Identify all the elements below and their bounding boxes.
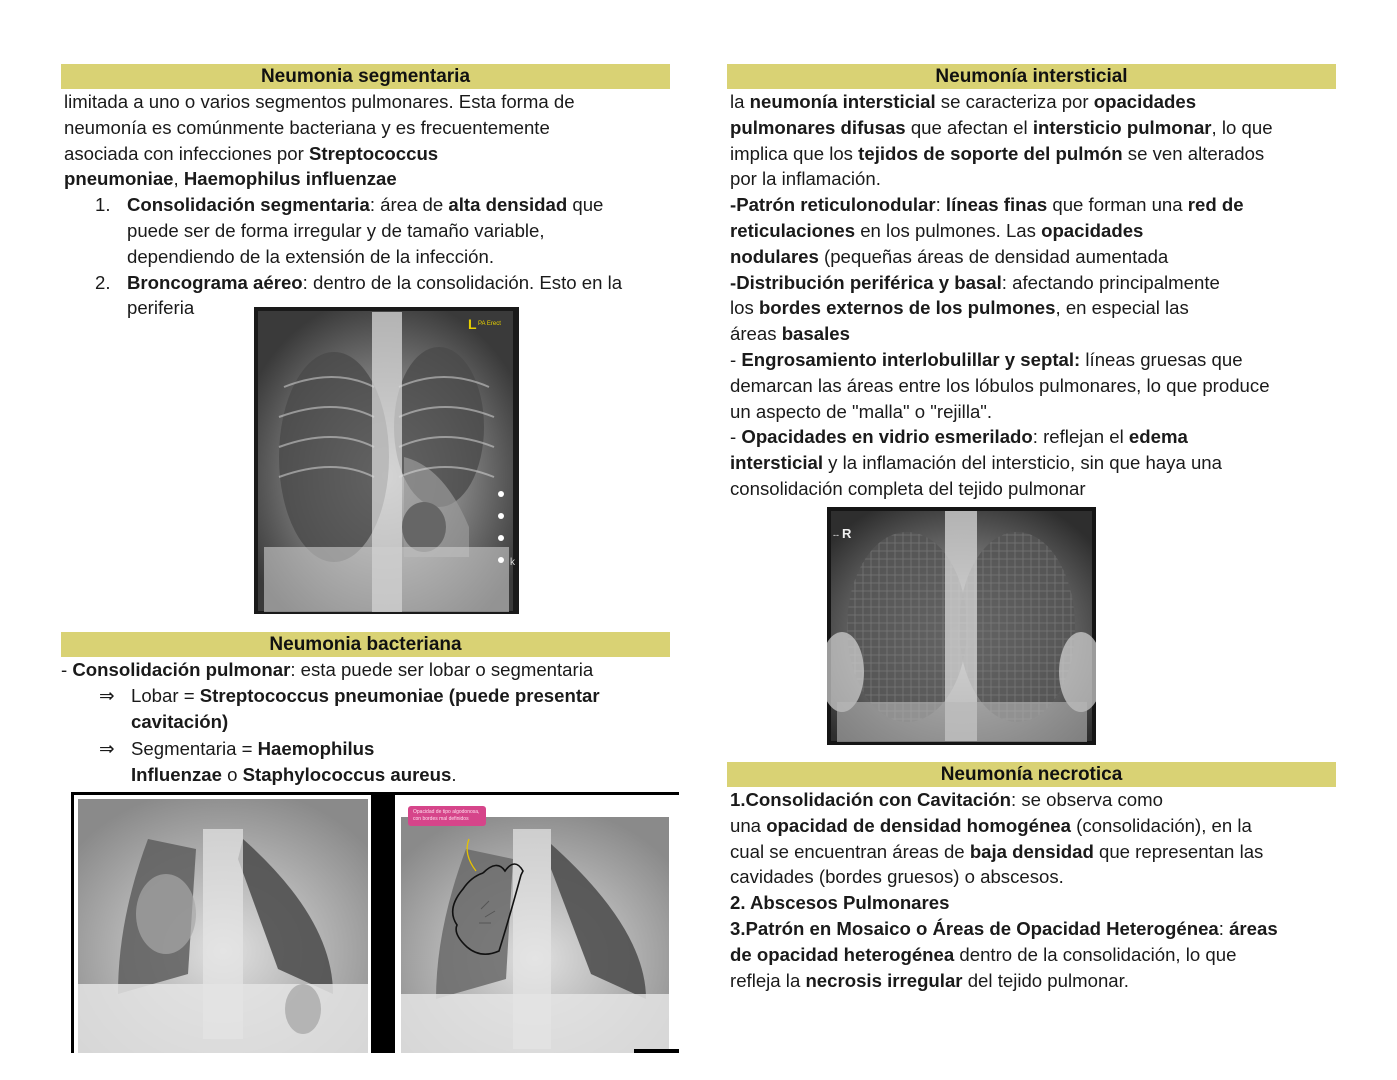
numbered-item: 2. Broncograma aéreo: dentro de la consolidación. Esto en la periferia: [95, 271, 623, 319]
paragraph-line: asociada con infecciones por Streptococcus: [64, 142, 439, 164]
paragraph-line: los bordes externos de los pulmones, en especial las: [730, 297, 1189, 319]
paragraph-line: 3.Patrón en Mosaico o Áreas de Opacidad Heterogénea: áreas: [730, 917, 1278, 939]
svg-text:PA Erect: PA Erect: [478, 321, 501, 327]
paragraph-line: una opacidad de densidad homogénea (consolidación), en la: [730, 814, 1252, 836]
xray-image-segmentaria: [254, 307, 519, 614]
paragraph-line: - Consolidación pulmonar: esta puede ser lobar o segmentaria: [61, 659, 594, 680]
paragraph-line: -Patrón reticulonodular: líneas finas que forman una red de: [730, 194, 1244, 216]
paragraph-line: pneumoniae, Haemophilus influenzae: [64, 168, 397, 190]
paragraph-line: un aspecto de "malla" o "rejilla".: [730, 400, 993, 422]
xray-image-bacteriana-2: [401, 799, 679, 1053]
paragraph-line: implica que los tejidos de soporte del pulmón se ven alterados: [730, 142, 1265, 164]
paragraph-line: áreas basales: [730, 323, 850, 345]
marker-letter: R: [842, 526, 852, 541]
section-title-bacteriana: Neumonia bacteriana: [61, 632, 670, 657]
paragraph-line: demarcan las áreas entre los lóbulos pulmonares, lo que produce: [730, 374, 1270, 396]
paragraph-line: intersticial y la inflamación del intersticio, sin que haya una: [730, 452, 1222, 474]
xray-image-bacteriana-1: [78, 799, 368, 1053]
right-column: [727, 64, 1336, 502]
paragraph-line: la neumonía intersticial se caracteriza por opacidades: [730, 91, 1197, 112]
paragraph-line: 1.Consolidación con Cavitación: se observa como: [730, 789, 1163, 810]
paragraph-line: cual se encuentran áreas de baja densidad que representan las: [730, 840, 1264, 862]
paragraph-line: refleja la necrosis irregular del tejido pulmonar.: [730, 969, 1129, 991]
section-necrotica: [727, 762, 1336, 993]
section-title-segmentaria: Neumonia segmentaria: [61, 64, 670, 89]
image-corner-bar: [634, 1049, 679, 1053]
image-divider: [371, 795, 395, 1053]
paragraph-line: pulmonares difusas que afectan el intersticio pulmonar, lo que: [730, 116, 1273, 138]
paragraph-line: de opacidad heterogénea dentro de la consolidación, lo que: [730, 943, 1237, 965]
arrow-item-segmentaria: ⇒ Segmentaria = Haemophilus Influenzae o Staphylococcus aureus.: [99, 737, 457, 786]
left-column: [61, 64, 670, 321]
annotation-note: Opacidad de tipo algodonosa, con bordes mal definidos: [408, 806, 486, 826]
xray-image-intersticial: [827, 507, 1096, 745]
paragraph-line: - Engrosamiento interlobulillar y septal: líneas gruesas que: [730, 348, 1243, 370]
svg-text:k: k: [510, 557, 515, 568]
paragraph-line: neumonía es comúnmente bacteriana y es frecuentemente: [64, 116, 550, 138]
numbered-item: 1. Consolidación segmentaria: área de alta densidad que puede ser de forma irregular y de tamaño variable, dependiendo de la extensión de la infección.: [95, 194, 604, 267]
section-title-intersticial: Neumonía intersticial: [727, 64, 1336, 89]
marker-letter: L: [468, 316, 477, 332]
paragraph-line: cavidades (bordes gruesos) o abscesos.: [730, 866, 1064, 888]
implies-arrow-icon: ⇒: [99, 684, 115, 706]
arrow-item-lobar: ⇒ Lobar = Streptococcus pneumoniae (puede presentar cavitación): [99, 684, 600, 733]
paragraph-line: nodulares (pequeñas áreas de densidad aumentada: [730, 245, 1169, 267]
section-title-necrotica: Neumonía necrotica: [727, 762, 1336, 787]
paragraph-line: - Opacidades en vidrio esmerilado: reflejan el edema: [730, 426, 1188, 448]
svg-text:--: --: [833, 530, 839, 540]
paragraph-line: 2. Abscesos Pulmonares: [730, 892, 950, 914]
paragraph-line: por la inflamación.: [730, 168, 881, 190]
paragraph-line: -Distribución periférica y basal: afectando principalmente: [730, 271, 1220, 293]
xray-pair-bacteriana: [71, 792, 679, 1053]
section-bacteriana: [61, 632, 670, 789]
paragraph-line: reticulaciones en los pulmones. Las opacidades: [730, 219, 1144, 241]
paragraph-line: consolidación completa del tejido pulmonar: [730, 477, 1086, 499]
implies-arrow-icon: ⇒: [99, 737, 115, 759]
paragraph-line: limitada a uno o varios segmentos pulmonares. Esta forma de: [64, 91, 575, 112]
